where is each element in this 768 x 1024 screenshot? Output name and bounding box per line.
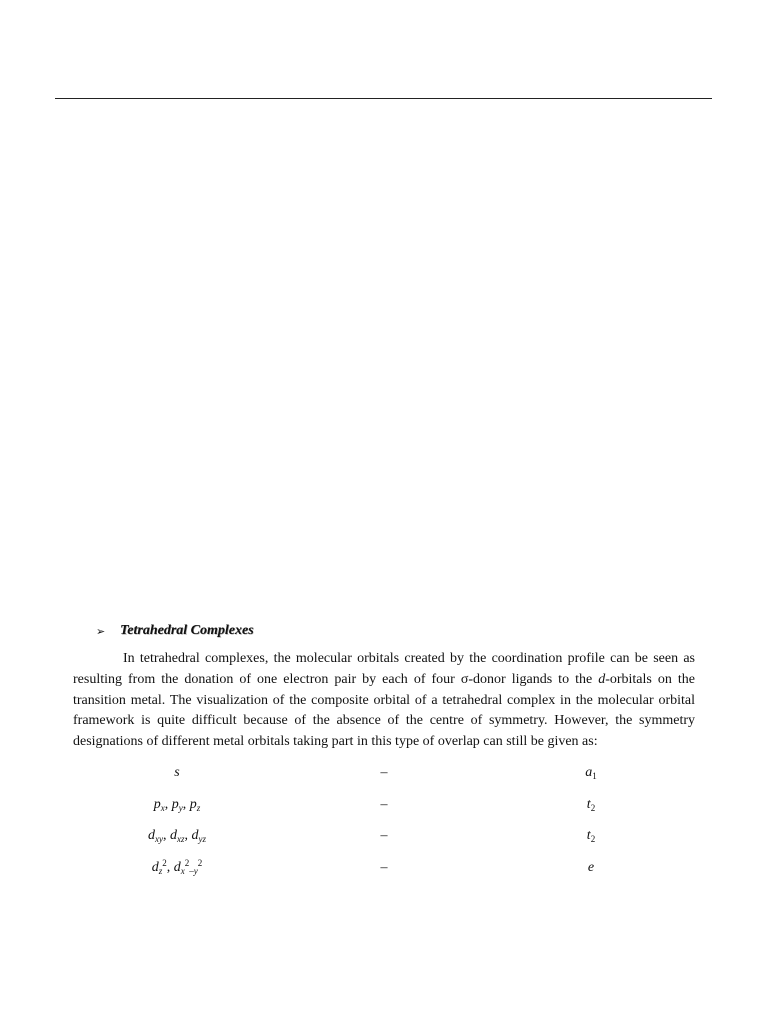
header-rule	[55, 98, 712, 99]
section-title: Tetrahedral Complexes	[120, 623, 254, 638]
body-paragraph	[73, 649, 695, 753]
symmetry-table	[73, 762, 695, 888]
orbital-p-set: $p_x$, $p_y$, $p_z$	[153, 796, 201, 813]
dash-separator: –	[380, 765, 388, 780]
orbital-s: s	[174, 765, 180, 780]
section-heading	[96, 621, 254, 641]
paragraph-text-end: -orbitals on the transition metal. The visualization of the composite orbital of a tetrahedral complex in the molecular orbital framework is quite difficult because of the absence of the centre of symmetry. However, the symmetry designations of different metal orbitals taking part in this type of overlap can still be given as:	[73, 671, 695, 750]
dash-separator: –	[380, 859, 388, 875]
symmetry-t2: $t_2$	[586, 796, 596, 813]
table-row	[73, 762, 695, 794]
dash-separator: –	[380, 828, 388, 843]
table-row	[73, 857, 695, 889]
symmetry-e: e	[587, 859, 595, 875]
arrow-bullet-icon: ➢	[96, 625, 106, 638]
orbital-d-t2-set: $d_{xy}$, $d_{xz}$, $d_{yz}$	[148, 828, 206, 844]
dash-separator: –	[380, 796, 388, 812]
orbital-d-e-set: $d_z^2$, $d_x^2_{-y}^2$	[151, 857, 203, 876]
d-orbital-letter: d	[598, 671, 606, 687]
table-row	[73, 825, 695, 857]
table-row	[73, 794, 695, 826]
symmetry-t2: $t_2$	[586, 828, 596, 844]
symmetry-a1: $a_1$	[585, 765, 597, 781]
paragraph-text-start: In tetrahedral complexes, the molecular orbitals created by the coordination profile can be seen as resulting from the donation of one electron pair by each of four σ-donor ligands to the	[73, 651, 695, 687]
